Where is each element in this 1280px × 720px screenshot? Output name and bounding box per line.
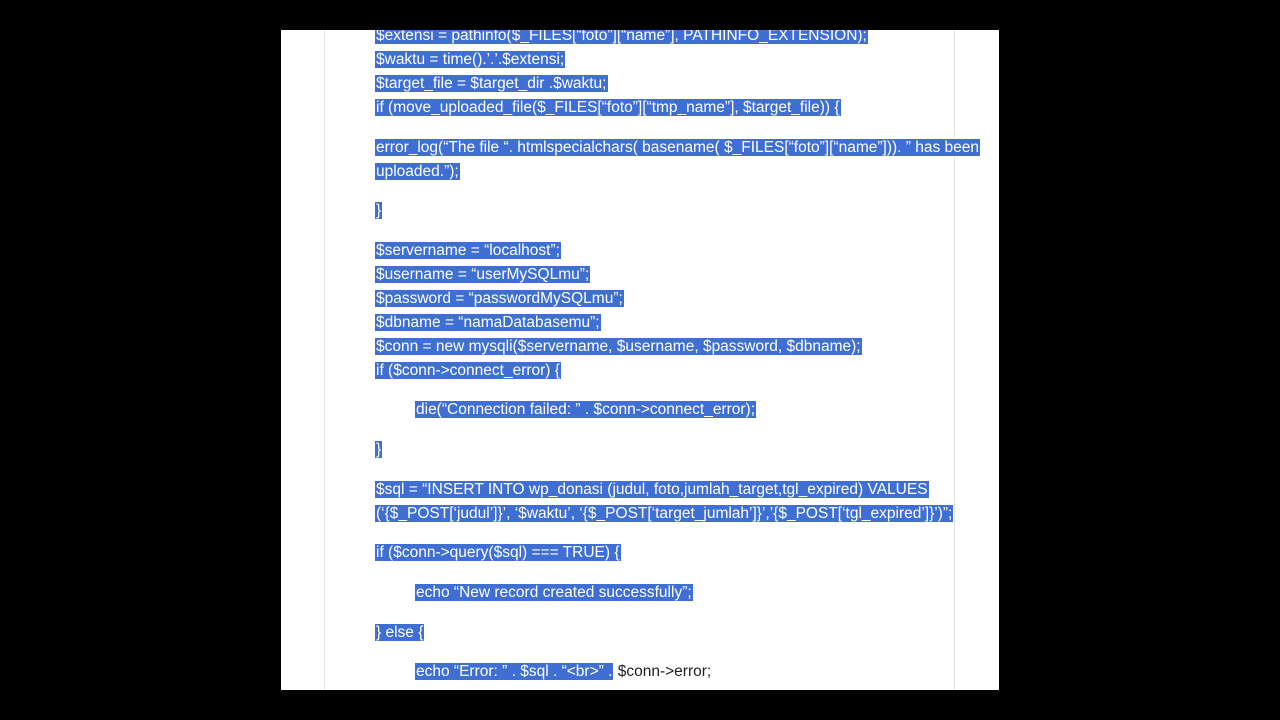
- code-line[interactable]: [415, 660, 711, 684]
- code-line[interactable]: [375, 30, 868, 48]
- selected-text: (‘{$_POST[‘judul’]}’, ‘$waktu’, ‘{$_POST[‘target_jumlah’]}’,’{$_POST[‘tgl_expired’]}’)”;: [376, 505, 953, 522]
- code-line[interactable]: [375, 160, 460, 184]
- selected-text: $target_file = $target_dir .$waktu;: [376, 75, 607, 92]
- code-line[interactable]: [375, 541, 621, 565]
- selected-text: error_log(“The file “. htmlspecialchars( basename( $_FILES[“foto”][“name”])). ” has been: [376, 139, 980, 156]
- selected-text: uploaded.”);: [376, 163, 459, 180]
- code-line[interactable]: [375, 478, 929, 502]
- selected-text: if ($conn->query($sql) === TRUE) {: [376, 544, 620, 561]
- code-line[interactable]: [375, 239, 561, 263]
- selected-text: $sql = “INSERT INTO wp_donasi (judul, foto,jumlah_target,tgl_expired) VALUES: [376, 481, 928, 498]
- code-line[interactable]: [415, 581, 693, 605]
- code-line[interactable]: [375, 335, 862, 359]
- document-page[interactable]: [324, 30, 980, 690]
- code-line[interactable]: [375, 502, 953, 526]
- selected-text: echo “New record created successfully”;: [416, 584, 692, 601]
- code-line[interactable]: [375, 263, 590, 287]
- code-line[interactable]: [375, 359, 561, 383]
- selected-text: $extensi = pathinfo($_FILES[“foto”][“name”], PATHINFO_EXTENSION);: [375, 30, 868, 44]
- video-frame: [281, 30, 999, 690]
- selected-text: }: [376, 441, 382, 458]
- selected-text: die(“Connection failed: ” . $conn->connect_error);: [416, 401, 756, 418]
- code-line[interactable]: [375, 199, 382, 223]
- code-line[interactable]: [375, 287, 624, 311]
- code-line[interactable]: [375, 48, 565, 72]
- selected-text: if (move_uploaded_file($_FILES[“foto”][“tmp_name”], $target_file)) {: [376, 99, 840, 116]
- selected-text: }: [376, 202, 382, 219]
- selected-text: $waktu = time().’.’.$extensi;: [376, 51, 565, 68]
- code-line[interactable]: [375, 621, 424, 645]
- selected-text: $username = “userMySQLmu”;: [376, 266, 590, 283]
- selected-text: $dbname = “namaDatabasemu”;: [376, 314, 600, 331]
- selected-text: echo “Error: ” . $sql . “<br>” .: [416, 663, 613, 680]
- code-line[interactable]: [375, 136, 980, 160]
- selected-text: $servername = “localhost”;: [376, 242, 560, 259]
- code-line[interactable]: [375, 96, 841, 120]
- code-line[interactable]: [375, 72, 608, 96]
- code-line[interactable]: [415, 398, 756, 422]
- code-line[interactable]: [375, 438, 382, 462]
- unselected-text: $conn->error;: [617, 663, 712, 680]
- selected-text: $password = “passwordMySQLmu”;: [376, 290, 623, 307]
- selected-text: $conn = new mysqli($servername, $username, $password, $dbname);: [376, 338, 861, 355]
- selected-text: } else {: [376, 624, 424, 641]
- selected-text: if ($conn->connect_error) {: [376, 362, 560, 379]
- code-line[interactable]: [375, 311, 601, 335]
